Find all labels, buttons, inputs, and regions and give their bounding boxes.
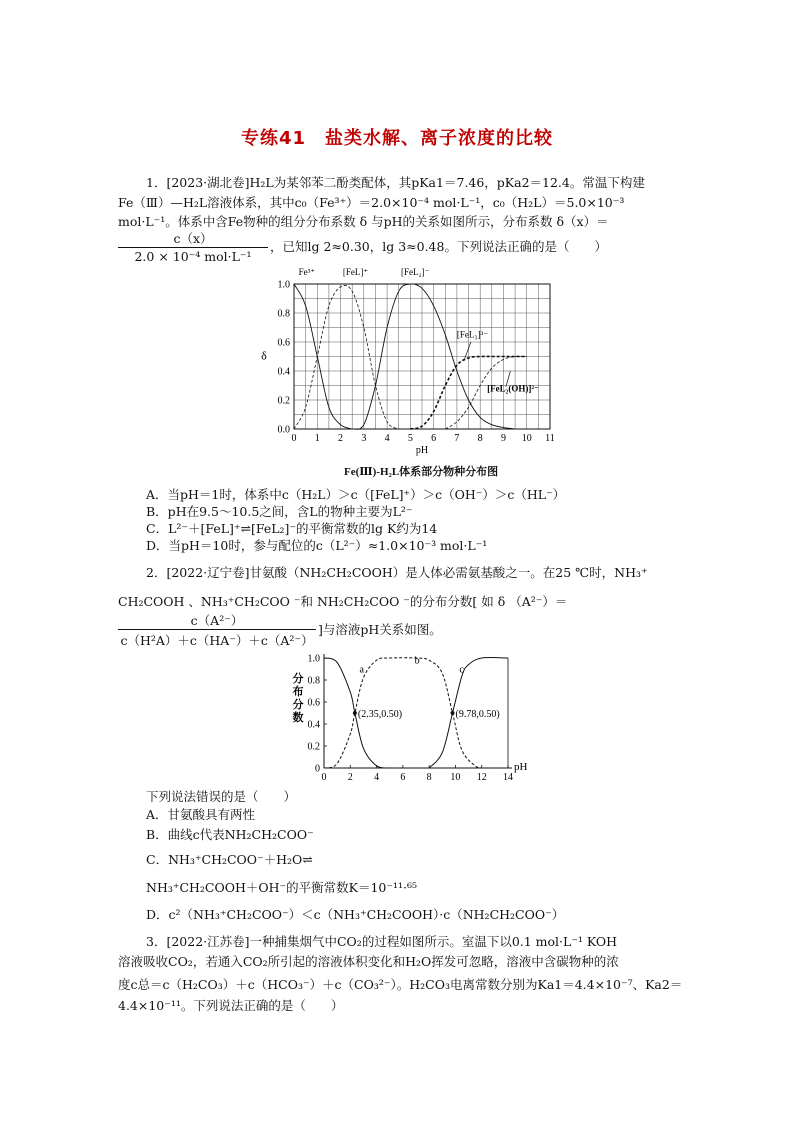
q1-fraction <box>118 229 268 264</box>
y-axis-label: 数 <box>292 712 304 725</box>
series-label-fel2: [FeL₂]⁻ <box>401 267 430 277</box>
q2-fraction-numerator: c（A²⁻） <box>190 613 244 628</box>
q1-line-4: ，已知lg 2≈0.30，lg 3≈0.48。下列说法正确的是（ ） <box>270 239 607 254</box>
x-tick-label: 0 <box>321 772 327 783</box>
q1-option-d: D．当pH＝10时，参与配位的c（L²⁻）≈1.0×10⁻³ mol·L⁻¹ <box>146 538 488 553</box>
point-label: (2.35,0.50) <box>357 709 403 720</box>
q1-line-3: mol·L⁻¹。体系中含Fe物种的组分分布系数 δ 与pH的关系如图所示，分布系数 δ（x）＝ <box>118 214 609 229</box>
x-tick-label: 5 <box>407 433 413 444</box>
chart-glycine-distribution <box>286 646 546 784</box>
x-tick-label: 11 <box>545 433 555 444</box>
y-tick-label: 0.0 <box>277 424 290 436</box>
x-tick-label: 9 <box>500 433 506 444</box>
x-tick-label: 10 <box>450 772 461 783</box>
q2-option-d: D．c²（NH₃⁺CH₂COO⁻）＜c（NH₃⁺CH₂COOH）·c（NH₂CH₂COO⁻） <box>146 907 565 922</box>
q1-option-b: B．pH在9.5～10.5之间，含L的物种主要为L²⁻ <box>146 504 413 519</box>
x-tick-label: 2 <box>347 772 353 783</box>
x-tick-label: 7 <box>454 433 460 444</box>
q2-option-c-cont: NH₃⁺CH₂COOH＋OH⁻的平衡常数K＝10⁻¹¹·⁶⁵ <box>146 880 417 895</box>
x-axis-label: pH <box>514 761 528 773</box>
series-line <box>294 285 399 429</box>
x-tick-label: 12 <box>476 772 487 783</box>
q1-option-c: C．L²⁻＋[FeL]⁺⇌[FeL₂]⁻的平衡常数的lg K约为14 <box>146 521 438 536</box>
series-label-fel: [FeL]⁺ <box>342 267 369 277</box>
x-tick-label: 8 <box>426 772 432 783</box>
x-tick-label: 2 <box>338 433 344 444</box>
curve-label-c: c <box>459 664 464 676</box>
y-tick-label: 0.2 <box>307 741 320 753</box>
q3-line-1: 3．[2022·江苏卷]一种捕集烟气中CO₂的过程如图所示。室温下以0.1 mol·L⁻¹ KOH <box>146 934 618 949</box>
curve-label-b: b <box>414 655 420 667</box>
x-tick-label: 6 <box>400 772 406 783</box>
q1-fraction-numerator: c（x） <box>173 231 213 246</box>
y-axis-label: 分 <box>292 673 304 686</box>
q2-fraction-denominator: c（H²A）＋c（HA⁻）＋c（A²⁻） <box>118 629 316 649</box>
curve-label-a: a <box>359 664 364 676</box>
y-tick-label: 0 <box>315 763 320 775</box>
q2-stem: 下列说法错误的是（ ） <box>146 789 297 804</box>
y-axis-label: 布 <box>292 686 304 699</box>
series-label-fe3: Fe³⁺ <box>298 267 316 277</box>
y-tick-label: 1.0 <box>307 653 320 665</box>
x-tick-label: 10 <box>521 433 532 444</box>
q1-option-a: A．当pH＝1时，体系中c（H₂L）＞c（[FeL]⁺）＞c（OH⁻）＞c（HL⁻） <box>146 487 566 502</box>
series-label-fel3: [FeL₃]³⁻ <box>456 329 488 340</box>
q1-fraction-denominator: 2.0 × 10⁻⁴ mol·L⁻¹ <box>118 247 268 264</box>
x-tick-label: 8 <box>477 433 483 444</box>
x-tick-label: 4 <box>374 772 380 783</box>
q1-line-2: Fe（Ⅲ）—H₂L溶液体系，其中c₀（Fe³⁺）＝2.0×10⁻⁴ mol·L⁻¹，c₀（H₂L）＝5.0×10⁻³ <box>118 195 625 210</box>
x-axis-label: pH <box>415 445 429 456</box>
q2-line-1: 2．[2022·辽宁卷]甘氨酸（NH₂CH₂COOH）是人体必需氨基酸之一。在25 ℃时，NH₃⁺ <box>146 565 648 580</box>
q2-option-a: A．甘氨酸具有两性 <box>146 807 256 822</box>
y-tick-label: 0.6 <box>277 337 290 349</box>
q2-option-c: C．NH₃⁺CH₂COO⁻＋H₂O⇌ <box>146 852 313 867</box>
q3-line-4: 4.4×10⁻¹¹。下列说法正确的是（ ） <box>118 998 344 1013</box>
y-tick-label: 0.4 <box>277 366 290 378</box>
y-tick-label: 0.2 <box>277 395 290 407</box>
x-tick-label: 14 <box>503 772 513 783</box>
chart1-caption: Fe(Ⅲ)-H₂L体系部分物种分布图 <box>344 466 499 478</box>
x-tick-label: 0 <box>291 433 297 444</box>
y-tick-label: 0.6 <box>307 697 320 709</box>
intersection-point <box>451 711 455 715</box>
y-tick-label: 0.4 <box>307 719 320 731</box>
q2-option-b: B．曲线c代表NH₂CH₂COO⁻ <box>146 827 314 842</box>
q2-line-2: CH₂COOH 、NH₃⁺CH₂COO ⁻和 NH₂CH₂COO ⁻的分布分数[ 如 δ （A²⁻）＝ <box>118 594 568 609</box>
x-tick-label: 1 <box>314 433 320 444</box>
y-tick-label: 0.8 <box>307 675 320 687</box>
series-label-fel2oh: [FeL₂(OH)]²⁻ <box>487 383 539 394</box>
q1-line-1: 1．[2023·湖北卷]H₂L为某邻苯二酚类配体，其pKa1＝7.46，pKa2＝12.4。常温下构建 <box>146 175 645 190</box>
y-tick-label: 1.0 <box>277 279 290 291</box>
q3-line-2: 溶液吸收CO₂，若通入CO₂所引起的溶液体积变化和H₂O挥发可忽略，溶液中含碳物种的浓 <box>118 954 619 969</box>
y-tick-label: 0.8 <box>277 308 290 320</box>
chart-fe-species-distribution <box>252 262 572 462</box>
intersection-point <box>353 711 357 715</box>
x-tick-label: 6 <box>431 433 437 444</box>
page-title: 专练41 盐类水解、离子浓度的比较 <box>240 128 554 149</box>
point-label: (9.78,0.50) <box>455 709 500 720</box>
q2-fraction <box>118 611 316 649</box>
x-tick-label: 4 <box>384 433 390 444</box>
q3-line-3: 度c总＝c（H₂CO₃）＋c（HCO₃⁻）＋c（CO₃²⁻）。H₂CO₃电离常数分别为Ka1＝4.4×10⁻⁷、Ka2＝ <box>118 977 683 992</box>
q2-line-3: ]与溶液pH关系如图。 <box>318 622 442 637</box>
x-tick-label: 3 <box>361 433 367 444</box>
y-axis-label: 分 <box>292 699 304 712</box>
y-axis-label: δ <box>261 348 267 363</box>
